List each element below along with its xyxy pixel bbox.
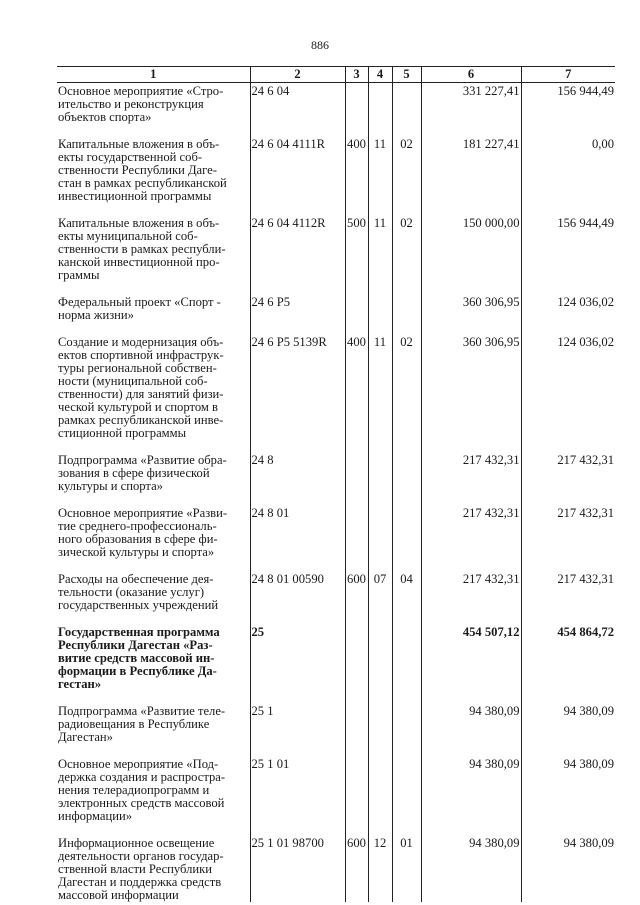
row-subsection <box>392 452 421 493</box>
spacer-cell <box>421 691 521 703</box>
spacer-cell <box>392 282 421 294</box>
row-subsection <box>392 83 421 125</box>
spacer-cell <box>421 203 521 215</box>
spacer-cell <box>250 744 345 756</box>
spacer-cell <box>392 440 421 452</box>
column-header: 1 <box>57 67 250 83</box>
column-header: 5 <box>392 67 421 83</box>
table-row <box>57 835 615 902</box>
spacer-cell <box>57 440 250 452</box>
row-amount-col6: 94 380,09 <box>421 835 521 902</box>
spacer-cell <box>421 744 521 756</box>
spacer-cell <box>392 559 421 571</box>
row-expense-type <box>345 452 368 493</box>
column-header: 7 <box>521 67 615 83</box>
spacer-cell <box>521 440 615 452</box>
row-amount-col6: 94 380,09 <box>421 703 521 744</box>
spacer-cell <box>521 691 615 703</box>
row-amount-col6: 217 432,31 <box>421 571 521 612</box>
spacer-cell <box>368 744 392 756</box>
spacer-cell <box>57 493 250 505</box>
spacer-cell <box>368 691 392 703</box>
row-name: Основное мероприятие «Под- держка создания и распростра- нения телерадиопрограмм и электронных средств массовой информации» <box>58 757 226 823</box>
row-amount-col6: 360 306,95 <box>421 334 521 440</box>
table-header-row <box>57 67 615 83</box>
row-subsection: 02 <box>392 334 421 440</box>
row-subsection: 02 <box>392 215 421 282</box>
row-spacer <box>57 823 615 835</box>
row-name: Капитальные вложения в объ- екты муниципальной соб- ственности в рамках республи- канской инвестиционной про- граммы <box>58 216 226 282</box>
row-expense-type <box>345 624 368 691</box>
spacer-cell <box>521 124 615 136</box>
spacer-cell <box>392 744 421 756</box>
row-amount-col7: 124 036,02 <box>521 334 615 440</box>
row-amount-col7: 217 432,31 <box>521 452 615 493</box>
spacer-cell <box>57 559 250 571</box>
spacer-cell <box>250 124 345 136</box>
row-amount-col7: 156 944,49 <box>521 215 615 282</box>
spacer-cell <box>345 440 368 452</box>
row-subsection <box>392 756 421 823</box>
spacer-cell <box>345 282 368 294</box>
spacer-cell <box>57 823 250 835</box>
page-number: 886 <box>311 38 329 52</box>
spacer-cell <box>368 823 392 835</box>
row-section <box>368 756 392 823</box>
row-subsection <box>392 703 421 744</box>
spacer-cell <box>345 322 368 334</box>
spacer-cell <box>392 612 421 624</box>
row-expense-type: 400 <box>345 334 368 440</box>
row-amount-col7: 454 864,72 <box>521 624 615 691</box>
spacer-cell <box>57 612 250 624</box>
row-amount-col7: 94 380,09 <box>521 756 615 823</box>
row-subsection <box>392 624 421 691</box>
row-name: Государственная программа Республики Дагестан «Раз- витие средств массовой ин- формации в Республике Да- гестан» <box>58 625 220 691</box>
row-spacer <box>57 744 615 756</box>
row-target-code: 25 1 <box>250 703 345 744</box>
row-expense-type <box>345 703 368 744</box>
row-name: Капитальные вложения в объ- екты государственной соб- ственности Республики Даге- стан в рамках республиканской инвестиционной программы <box>58 137 227 203</box>
spacer-cell <box>421 559 521 571</box>
spacer-cell <box>250 440 345 452</box>
row-subsection: 01 <box>392 835 421 902</box>
table-row <box>57 505 615 559</box>
row-amount-col7: 217 432,31 <box>521 505 615 559</box>
row-section <box>368 505 392 559</box>
spacer-cell <box>392 203 421 215</box>
row-amount-col6: 217 432,31 <box>421 505 521 559</box>
spacer-cell <box>345 203 368 215</box>
table-row <box>57 136 615 203</box>
column-header: 3 <box>345 67 368 83</box>
table-row <box>57 756 615 823</box>
row-name: Расходы на обеспечение дея- тельности (оказание услуг) государственных учреждений <box>58 572 219 612</box>
spacer-cell <box>250 612 345 624</box>
row-spacer <box>57 559 615 571</box>
spacer-cell <box>57 744 250 756</box>
row-expense-type: 400 <box>345 136 368 203</box>
table-row <box>57 215 615 282</box>
spacer-cell <box>368 440 392 452</box>
row-target-code: 24 6 P5 <box>250 294 345 322</box>
row-expense-type <box>345 294 368 322</box>
row-expense-type <box>345 756 368 823</box>
table-row <box>57 83 615 125</box>
row-expense-type: 600 <box>345 835 368 902</box>
row-amount-col7: 94 380,09 <box>521 703 615 744</box>
row-amount-col7: 217 432,31 <box>521 571 615 612</box>
spacer-cell <box>250 282 345 294</box>
spacer-cell <box>392 124 421 136</box>
row-spacer <box>57 691 615 703</box>
row-amount-col6: 150 000,00 <box>421 215 521 282</box>
spacer-cell <box>250 203 345 215</box>
spacer-cell <box>345 691 368 703</box>
spacer-cell <box>368 124 392 136</box>
row-expense-type <box>345 83 368 125</box>
table-row <box>57 703 615 744</box>
row-amount-col6: 217 432,31 <box>421 452 521 493</box>
spacer-cell <box>250 823 345 835</box>
row-amount-col7: 0,00 <box>521 136 615 203</box>
spacer-cell <box>57 282 250 294</box>
row-subsection <box>392 505 421 559</box>
row-name: Основное мероприятие «Стро- ительство и реконструкция объектов спорта» <box>58 84 224 124</box>
row-spacer <box>57 493 615 505</box>
spacer-cell <box>521 559 615 571</box>
row-subsection: 04 <box>392 571 421 612</box>
row-spacer <box>57 612 615 624</box>
budget-table <box>57 66 615 902</box>
row-amount-col6: 360 306,95 <box>421 294 521 322</box>
row-amount-col7: 94 380,09 <box>521 835 615 902</box>
spacer-cell <box>421 823 521 835</box>
spacer-cell <box>421 322 521 334</box>
spacer-cell <box>250 322 345 334</box>
spacer-cell <box>392 691 421 703</box>
spacer-cell <box>521 282 615 294</box>
spacer-cell <box>521 744 615 756</box>
row-section: 11 <box>368 136 392 203</box>
row-target-code: 24 6 04 <box>250 83 345 125</box>
spacer-cell <box>368 493 392 505</box>
spacer-cell <box>345 559 368 571</box>
column-header: 4 <box>368 67 392 83</box>
row-name: Подпрограмма «Развитие обра- зования в сфере физической культуры и спорта» <box>58 453 227 493</box>
spacer-cell <box>250 559 345 571</box>
row-section: 07 <box>368 571 392 612</box>
row-spacer <box>57 203 615 215</box>
row-name: Создание и модернизация объ- ектов спортивной инфраструк- туры региональной собствен- ности (муниципальной соб- ственности) для занятий физи- ческой культурой и спортом в рамках республиканской инве- стиционной программы <box>58 335 224 440</box>
row-target-code: 24 8 <box>250 452 345 493</box>
row-amount-col6: 331 227,41 <box>421 83 521 125</box>
spacer-cell <box>368 559 392 571</box>
row-target-code: 24 6 04 4112R <box>250 215 345 282</box>
table-row <box>57 452 615 493</box>
spacer-cell <box>521 493 615 505</box>
row-subsection: 02 <box>392 136 421 203</box>
row-spacer <box>57 322 615 334</box>
spacer-cell <box>421 124 521 136</box>
spacer-cell <box>57 124 250 136</box>
table-body <box>57 83 615 903</box>
spacer-cell <box>392 493 421 505</box>
row-target-code: 24 8 01 00590 <box>250 571 345 612</box>
table-row <box>57 571 615 612</box>
row-expense-type: 600 <box>345 571 368 612</box>
row-amount-col6: 454 507,12 <box>421 624 521 691</box>
row-section <box>368 294 392 322</box>
spacer-cell <box>345 744 368 756</box>
spacer-cell <box>521 823 615 835</box>
spacer-cell <box>57 322 250 334</box>
spacer-cell <box>345 493 368 505</box>
row-name: Информационное освещение деятельности органов государ- ственной власти Республики Дагестан и поддержка средств массовой информации <box>58 836 224 902</box>
table-row <box>57 294 615 322</box>
row-subsection <box>392 294 421 322</box>
spacer-cell <box>57 691 250 703</box>
spacer-cell <box>421 612 521 624</box>
spacer-cell <box>345 612 368 624</box>
spacer-cell <box>368 282 392 294</box>
spacer-cell <box>368 322 392 334</box>
spacer-cell <box>345 823 368 835</box>
spacer-cell <box>421 282 521 294</box>
row-target-code: 25 <box>250 624 345 691</box>
row-section: 11 <box>368 215 392 282</box>
spacer-cell <box>368 612 392 624</box>
column-header: 2 <box>250 67 345 83</box>
row-section <box>368 452 392 493</box>
spacer-cell <box>368 203 392 215</box>
spacer-cell <box>392 823 421 835</box>
row-expense-type <box>345 505 368 559</box>
row-amount-col7: 124 036,02 <box>521 294 615 322</box>
column-header: 6 <box>421 67 521 83</box>
row-target-code: 24 6 P5 5139R <box>250 334 345 440</box>
spacer-cell <box>521 203 615 215</box>
row-name: Подпрограмма «Развитие теле- радиовещания в Республике Дагестан» <box>58 704 226 744</box>
spacer-cell <box>421 440 521 452</box>
row-expense-type: 500 <box>345 215 368 282</box>
row-section: 12 <box>368 835 392 902</box>
row-amount-col6: 181 227,41 <box>421 136 521 203</box>
row-section: 11 <box>368 334 392 440</box>
spacer-cell <box>345 124 368 136</box>
row-amount-col6: 94 380,09 <box>421 756 521 823</box>
spacer-cell <box>250 493 345 505</box>
row-spacer <box>57 124 615 136</box>
row-name: Федеральный проект «Спорт - норма жизни» <box>58 295 221 322</box>
row-spacer <box>57 282 615 294</box>
row-name: Основное мероприятие «Разви- тие среднего-профессиональ- ного образования в сфере фи- зической культуры и спорта» <box>58 506 228 559</box>
spacer-cell <box>392 322 421 334</box>
row-section <box>368 703 392 744</box>
spacer-cell <box>521 322 615 334</box>
spacer-cell <box>421 493 521 505</box>
row-spacer <box>57 440 615 452</box>
row-target-code: 24 6 04 4111R <box>250 136 345 203</box>
row-target-code: 25 1 01 98700 <box>250 835 345 902</box>
row-section <box>368 624 392 691</box>
spacer-cell <box>250 691 345 703</box>
row-target-code: 25 1 01 <box>250 756 345 823</box>
row-section <box>368 83 392 125</box>
spacer-cell <box>521 612 615 624</box>
row-amount-col7: 156 944,49 <box>521 83 615 125</box>
row-target-code: 24 8 01 <box>250 505 345 559</box>
spacer-cell <box>57 203 250 215</box>
table-row <box>57 624 615 691</box>
table-row <box>57 334 615 440</box>
